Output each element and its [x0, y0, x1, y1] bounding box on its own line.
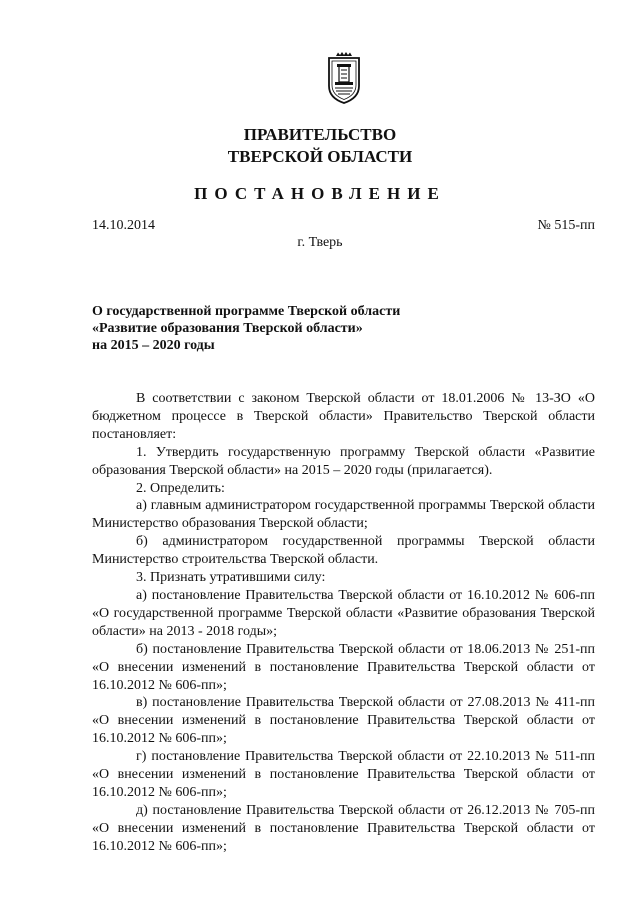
body-paragraph: 3. Признать утратившими силу:	[136, 570, 326, 586]
document-subject	[92, 303, 512, 354]
body-paragraph: 2. Определить:	[136, 480, 225, 496]
organization-name-line2: ТВЕРСКОЙ ОБЛАСТИ	[227, 147, 413, 166]
body-paragraph: а) главным администратором государственной программы Тверской области Министерство образования Тверской области;	[92, 498, 595, 532]
subject-line: на 2015 – 2020 годы	[92, 338, 215, 353]
document-type: ПОСТАНОВЛЕНИЕ	[194, 184, 446, 203]
document-date: 14.10.2014	[92, 218, 155, 233]
document-body	[92, 390, 595, 856]
body-paragraph: а) постановление Правительства Тверской области от 16.10.2012 № 606-пп «О государственной программе Тверской области «Развитие образования Тверской области» на 2013 - 2018 годы»;	[92, 587, 595, 639]
subject-line: «Развитие образования Тверской области»	[92, 321, 363, 336]
document-city: г. Тверь	[297, 235, 343, 250]
body-paragraph: б) постановление Правительства Тверской области от 18.06.2013 № 251-пп «О внесении изменений в постановление Правительства Тверской области от 16.10.2012 № 606-пп»;	[92, 641, 595, 693]
body-paragraph: г) постановление Правительства Тверской области от 22.10.2013 № 511-пп «О внесении изменений в постановление Правительства Тверской области от 16.10.2012 № 606-пп»;	[92, 749, 595, 800]
body-paragraph: б) администратором государственной программы Тверской области Министерство строительства Тверской области.	[92, 534, 595, 568]
body-paragraph: в) постановление Правительства Тверской области от 27.08.2013 № 411-пп «О внесении изменений в постановление Правительства Тверской области от 16.10.2012 № 606-пп»;	[92, 695, 595, 747]
body-paragraph: 1. Утвердить государственную программу Тверской области «Развитие образования Тверской области» на 2015 – 2020 годы (прилагается).	[92, 444, 595, 478]
document-number: № 515-пп	[537, 218, 595, 233]
organization-name-line1: ПРАВИТЕЛЬСТВО	[243, 125, 397, 144]
body-paragraph: В соответствии с законом Тверской области от 18.01.2006 № 13-ЗО «О бюджетном процессе в Тверской области» Правительство Тверской области постановляет:	[92, 391, 595, 442]
body-paragraph: д) постановление Правительства Тверской области от 26.12.2013 № 705-пп «О внесении изменений в постановление Правительства Тверской области от 16.10.2012 № 606-пп»;	[92, 802, 595, 854]
coat-of-arms-icon	[327, 52, 361, 104]
subject-line: О государственной программе Тверской области	[92, 304, 401, 319]
